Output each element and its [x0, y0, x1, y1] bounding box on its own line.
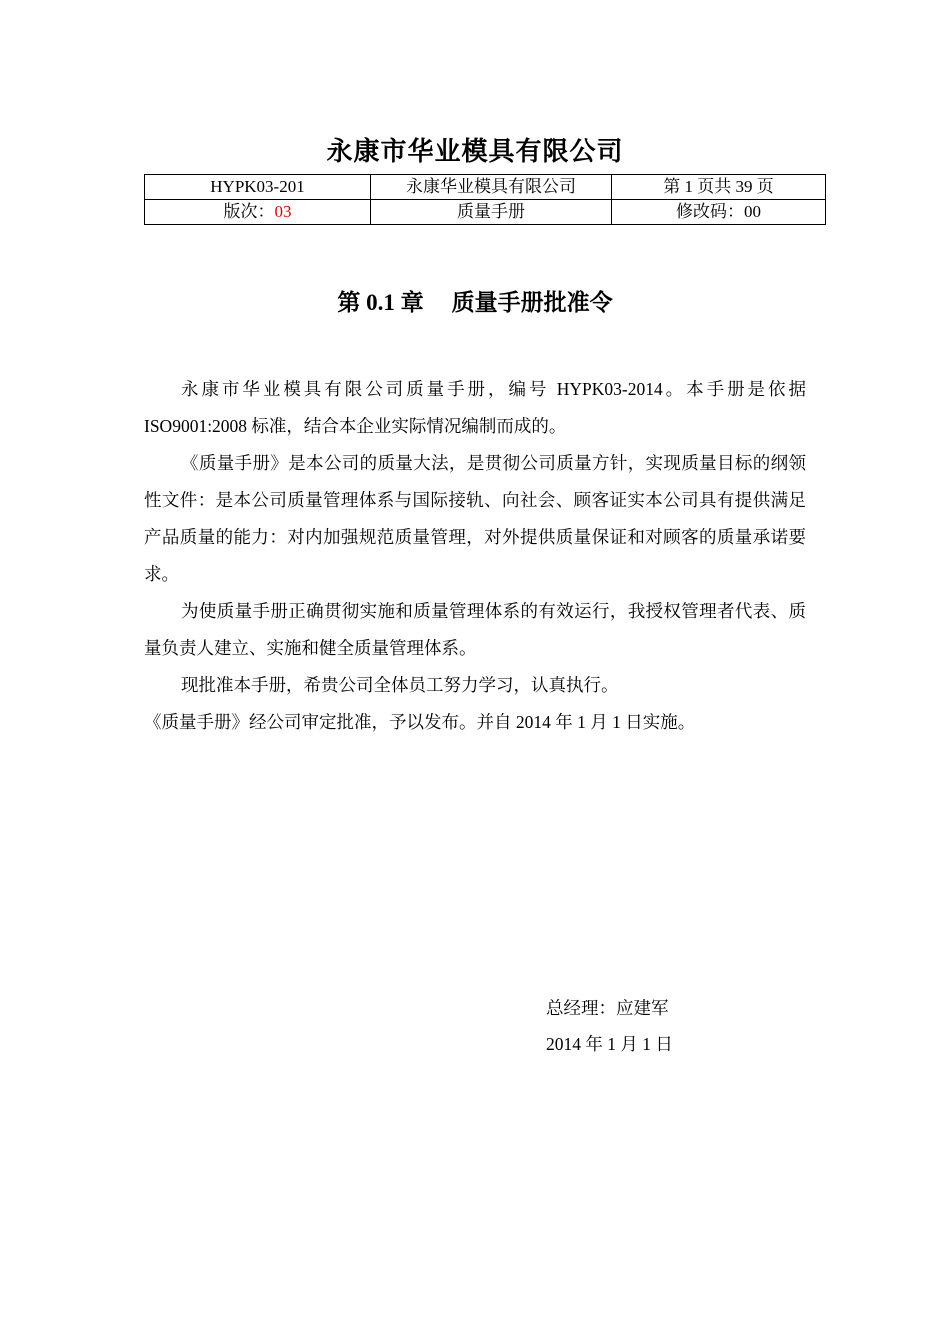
chapter-name: 质量手册批准令 — [451, 290, 613, 315]
chapter-title — [0, 283, 950, 323]
doc-name-cell: 质量手册 — [371, 200, 612, 225]
page-info-cell: 第 1 页共 39 页 — [612, 175, 826, 200]
paragraph: 为使质量手册正确贯彻实施和质量管理体系的有效运行，我授权管理者代表、质量负责人建立、实施和健全质量管理体系。 — [144, 601, 806, 658]
company-name-cell: 永康华业模具有限公司 — [371, 175, 612, 200]
header-row-2 — [145, 200, 826, 225]
paragraph: 永康市华业模具有限公司质量手册，编号 HYPK03-2014。本手册是依据 ISO9001:2008 标准，结合本企业实际情况编制而成的。 — [144, 379, 806, 436]
approval-body — [144, 371, 806, 741]
doc-code-cell: HYPK03-201 — [145, 175, 371, 200]
document-header-table — [144, 174, 826, 225]
company-title: 永康市华业模具有限公司 — [326, 137, 624, 167]
version-value: 03 — [274, 202, 292, 221]
signature-block — [546, 990, 673, 1062]
paragraph: 《质量手册》经公司审定批准，予以发布。并自 2014 年 1 月 1 日实施。 — [144, 712, 696, 732]
chapter-number: 第 0.1 章 — [337, 290, 424, 315]
version-label: 版次： — [223, 202, 275, 221]
signature-date: 2014 年 1 月 1 日 — [546, 1034, 673, 1054]
version-cell — [145, 200, 371, 225]
header-row-1 — [145, 175, 826, 200]
paragraph: 现批准本手册，希贵公司全体员工努力学习，认真执行。 — [181, 675, 619, 695]
signer-line: 总经理：应建军 — [546, 998, 669, 1018]
paragraph: 《质量手册》是本公司的质量大法，是贯彻公司质量方针，实现质量目标的纲领性文件：是本公司质量管理体系与国际接轨、向社会、顾客证实本公司具有提供满足产品质量的能力：对内加强规范质量管理，对外提供质量保证和对顾客的质量承诺要求。 — [144, 453, 806, 584]
revision-cell: 修改码：00 — [612, 200, 826, 225]
